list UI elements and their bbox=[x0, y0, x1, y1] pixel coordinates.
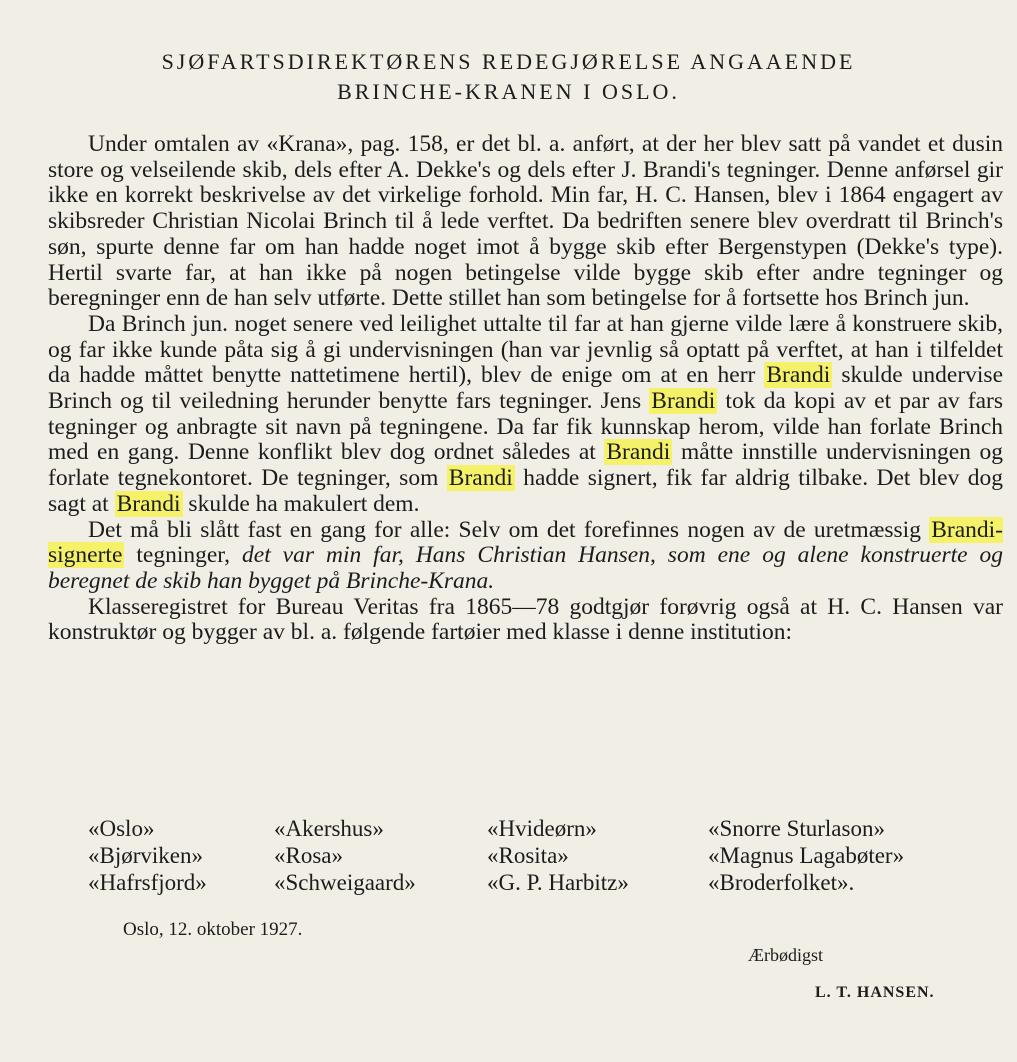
paragraph-1: Under omtalen av «Krana», pag. 158, er det bl. a. anført, at der her blev satt på vandet et dusin store og velseilende skib, dels efter A. Dekke's og dels efter J. Brandi's tegninger. Denne anførsel gir ikke en korrekt beskrivelse av det virkelige forhold. Min far, H. C. Hansen, blev i 1864 engagert av skibsreder Christian Nicolai Brinch til å lede verftet. Da bedriften senere blev overdratt til Brinch's søn, spurte denne far om han hadde noget imot å bygge skib efter Bergenstypen (Dekke's type). Hertil svarte far, at han ikke på nogen betingelse vilde bygge skib efter andre tegninger og beregninger enn de han selv utførte. Dette stillet han som betingelse for å fortsette hos Brinch jun. bbox=[48, 131, 1003, 312]
signature: L. T. HANSEN. bbox=[815, 984, 935, 1001]
paragraph-3-text: Det må bli slått fast en gang for alle: Selv om det forefinnes nogen av de uretmæssig bbox=[88, 516, 921, 543]
ship-name: «G. P. Harbitz» bbox=[487, 870, 629, 895]
highlight-brandi: Brandi bbox=[116, 490, 181, 517]
paragraph-3-text: tegninger, bbox=[136, 542, 231, 569]
paragraph-4: Klasseregistret for Bureau Veritas fra 1865—78 godtgjør forøvrig også at H. C. Hansen var konstruktør og bygger av bl. a. følgende fartøier med klasse i denne institution: bbox=[48, 593, 1003, 646]
document-title-line-1: SJØFARTSDIREKTØRENS REDEGJØRELSE ANGAAENDE bbox=[161, 49, 856, 74]
paragraph-2-text: skulde ha makulert dem. bbox=[188, 490, 420, 517]
ship-name: «Snorre Sturlason» bbox=[708, 816, 885, 841]
paragraph-3 bbox=[48, 518, 1003, 595]
document-body bbox=[48, 132, 1003, 646]
paragraph-3-italic: det var min far, Hans Christian Hansen, som ene og alene konstruerte og beregnet de skib han bygget på Brinche-Krana. bbox=[48, 542, 1004, 594]
document-title-line-2: BRINCHE-KRANEN I OSLO. bbox=[337, 79, 680, 104]
highlight-brandi: Brandi bbox=[766, 362, 831, 389]
ship-name: «Akershus» bbox=[274, 816, 384, 841]
paragraph-2-text: Da Brinch jun. noget senere ved leilighet uttalte til far at han gjerne vilde lære å konstruere skib, og far ikke kunde påta sig å gi undervisningen (han var jevnlig så optatt på verftet, at han i tilfeldet da hadde måttet benytte nattetimene hertil), blev de enige om at en herr bbox=[48, 310, 1003, 389]
ship-name: «Hafrsfjord» bbox=[88, 870, 207, 895]
ship-name: «Broderfolket». bbox=[708, 870, 855, 895]
paragraph-2-text: hadde signert, fik far aldrig tilbake. Det blev dog sagt at bbox=[48, 465, 1004, 517]
ship-name: «Schweigaard» bbox=[274, 870, 416, 895]
ship-name: «Rosa» bbox=[274, 843, 343, 868]
paragraph-2-text: måtte innstille undervisningen og forlate tegnekontoret. De tegninger, som bbox=[48, 439, 1004, 492]
highlight-brandi: Brandi bbox=[651, 388, 716, 415]
highlight-brandi-signerte: Brandi-signerte bbox=[48, 516, 1004, 569]
dateline: Oslo, 12. oktober 1927. bbox=[123, 919, 303, 940]
highlight-brandi: Brandi bbox=[448, 465, 513, 492]
ship-name: «Rosita» bbox=[487, 843, 569, 868]
paragraph-2-text: tok da kopi av et par av fars tegninger og anbragte sit navn på tegningene. Da far fik kunnskap herom, vilde han forlate Brinch med en gang. Denne konflikt blev dog ordnet således at bbox=[48, 388, 1004, 466]
ship-name: «Oslo» bbox=[88, 816, 155, 841]
ship-name: «Hvideørn» bbox=[487, 816, 597, 841]
ship-name: «Magnus Lagabøter» bbox=[708, 843, 905, 868]
closing: Ærbødigst bbox=[748, 945, 824, 965]
paragraph-2-text: skulde undervise Brinch og til veiledning herunder benytte fars tegninger. Jens bbox=[48, 362, 1004, 415]
paragraph-2 bbox=[48, 312, 1003, 518]
ship-name: «Bjørviken» bbox=[88, 843, 203, 868]
highlight-brandi: Brandi bbox=[606, 439, 671, 466]
